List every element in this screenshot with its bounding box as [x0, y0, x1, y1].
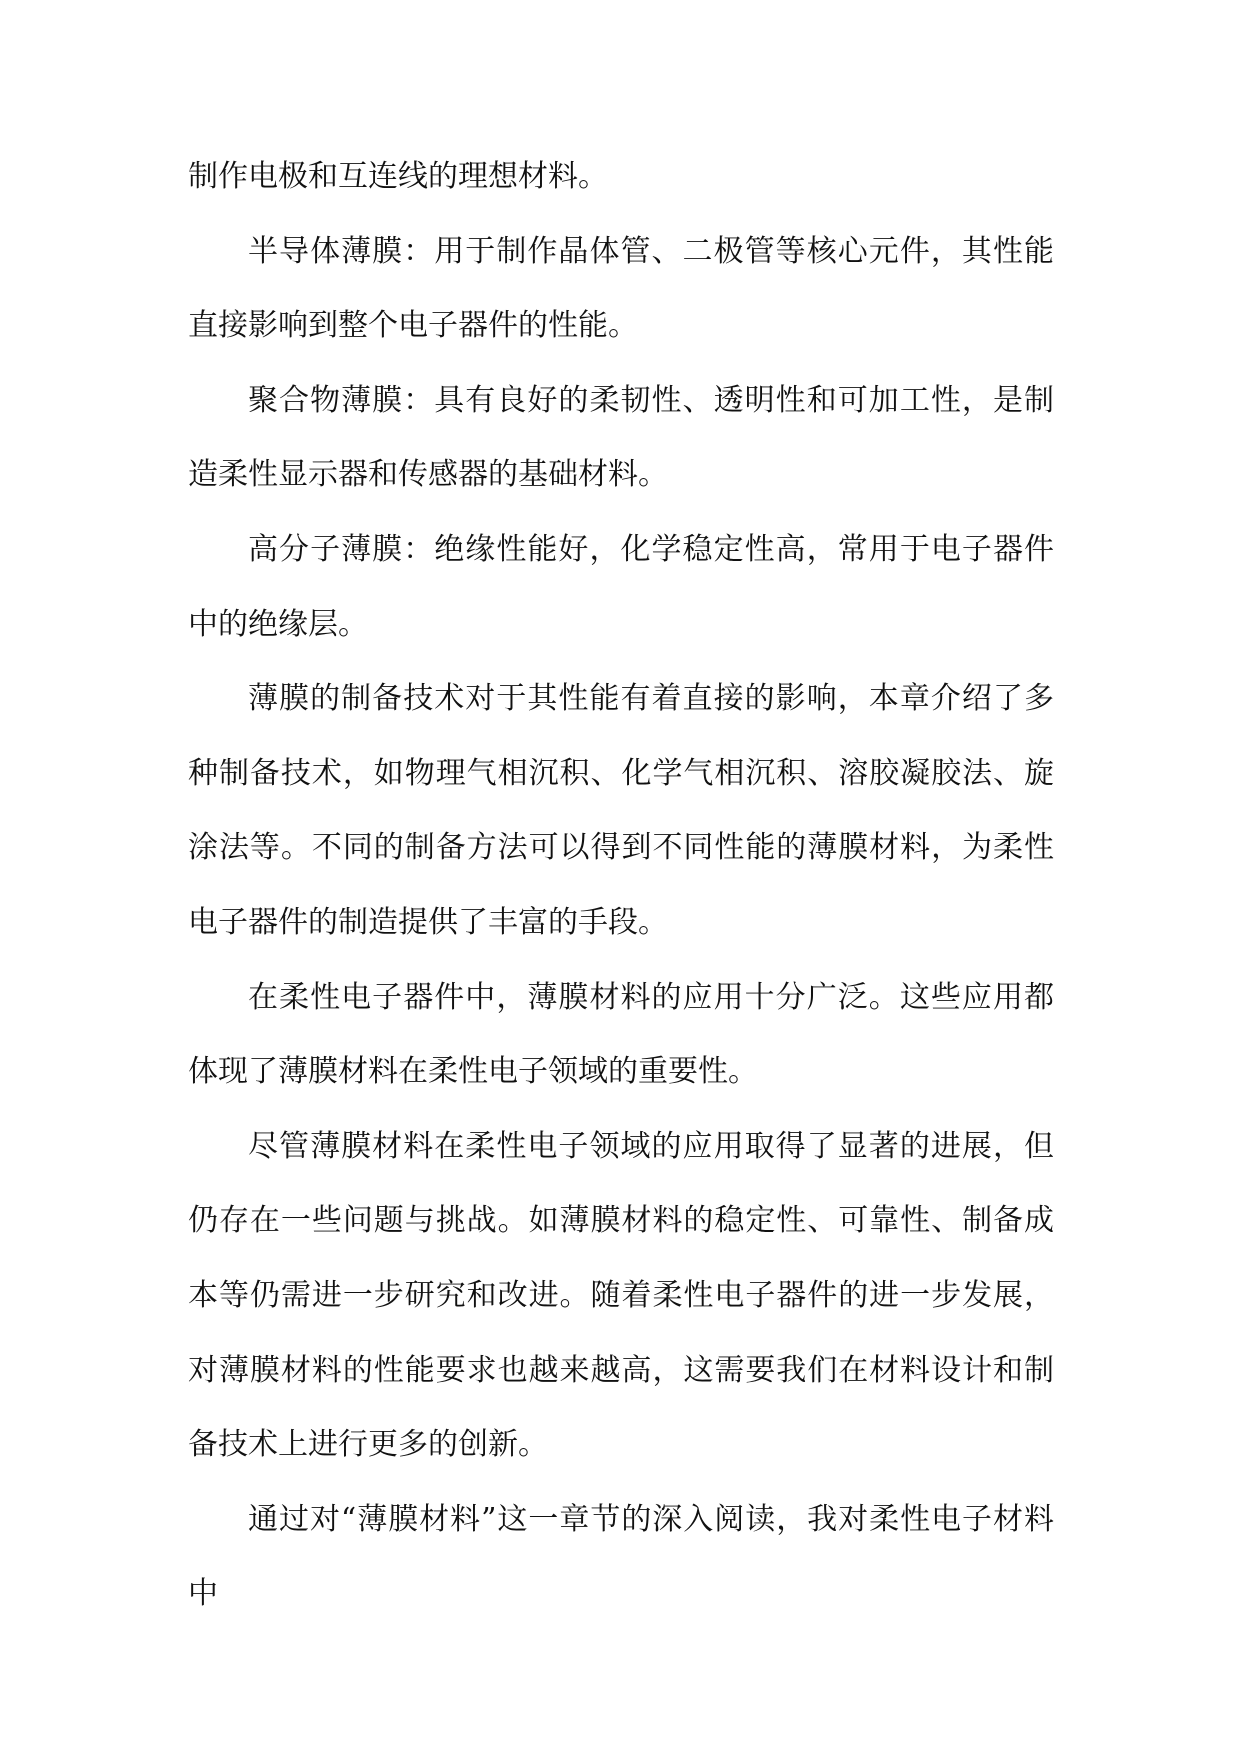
paragraph-challenges: 尽管薄膜材料在柔性电子领域的应用取得了显著的进展，但仍存在一些问题与挑战。如薄膜材料的稳定性、可靠性、制备成本等仍需进一步研究和改进。随着柔性电子器件的进一步发展，对薄膜材料的性能要求也越来越高，这需要我们在材料设计和制备技术上进行更多的创新。	[188, 1128, 1054, 1463]
paragraph-applications: 在柔性电子器件中，薄膜材料的应用十分广泛。这些应用都体现了薄膜材料在柔性电子领域的重要性。	[188, 979, 1054, 1090]
document-body	[188, 140, 1054, 1632]
paragraph-preparation-techniques: 薄膜的制备技术对于其性能有着直接的影响，本章介绍了多种制备技术，如物理气相沉积、化学气相沉积、溶胶凝胶法、旋涂法等。不同的制备方法可以得到不同性能的薄膜材料，为柔性电子器件的制造提供了丰富的手段。	[188, 681, 1054, 940]
paragraph-reflection: 通过对“薄膜材料”这一章节的深入阅读，我对柔性电子材料中	[188, 1501, 1054, 1612]
paragraph-polymer-film: 聚合物薄膜：具有良好的柔韧性、透明性和可加工性，是制造柔性显示器和传感器的基础材料。	[188, 382, 1054, 493]
paragraph-electrode-materials: 制作电极和互连线的理想材料。	[188, 159, 608, 194]
paragraph-macromolecular-film: 高分子薄膜：绝缘性能好，化学稳定性高，常用于电子器件中的绝缘层。	[188, 531, 1054, 642]
paragraph-semiconductor-film: 半导体薄膜：用于制作晶体管、二极管等核心元件，其性能直接影响到整个电子器件的性能。	[188, 233, 1054, 344]
